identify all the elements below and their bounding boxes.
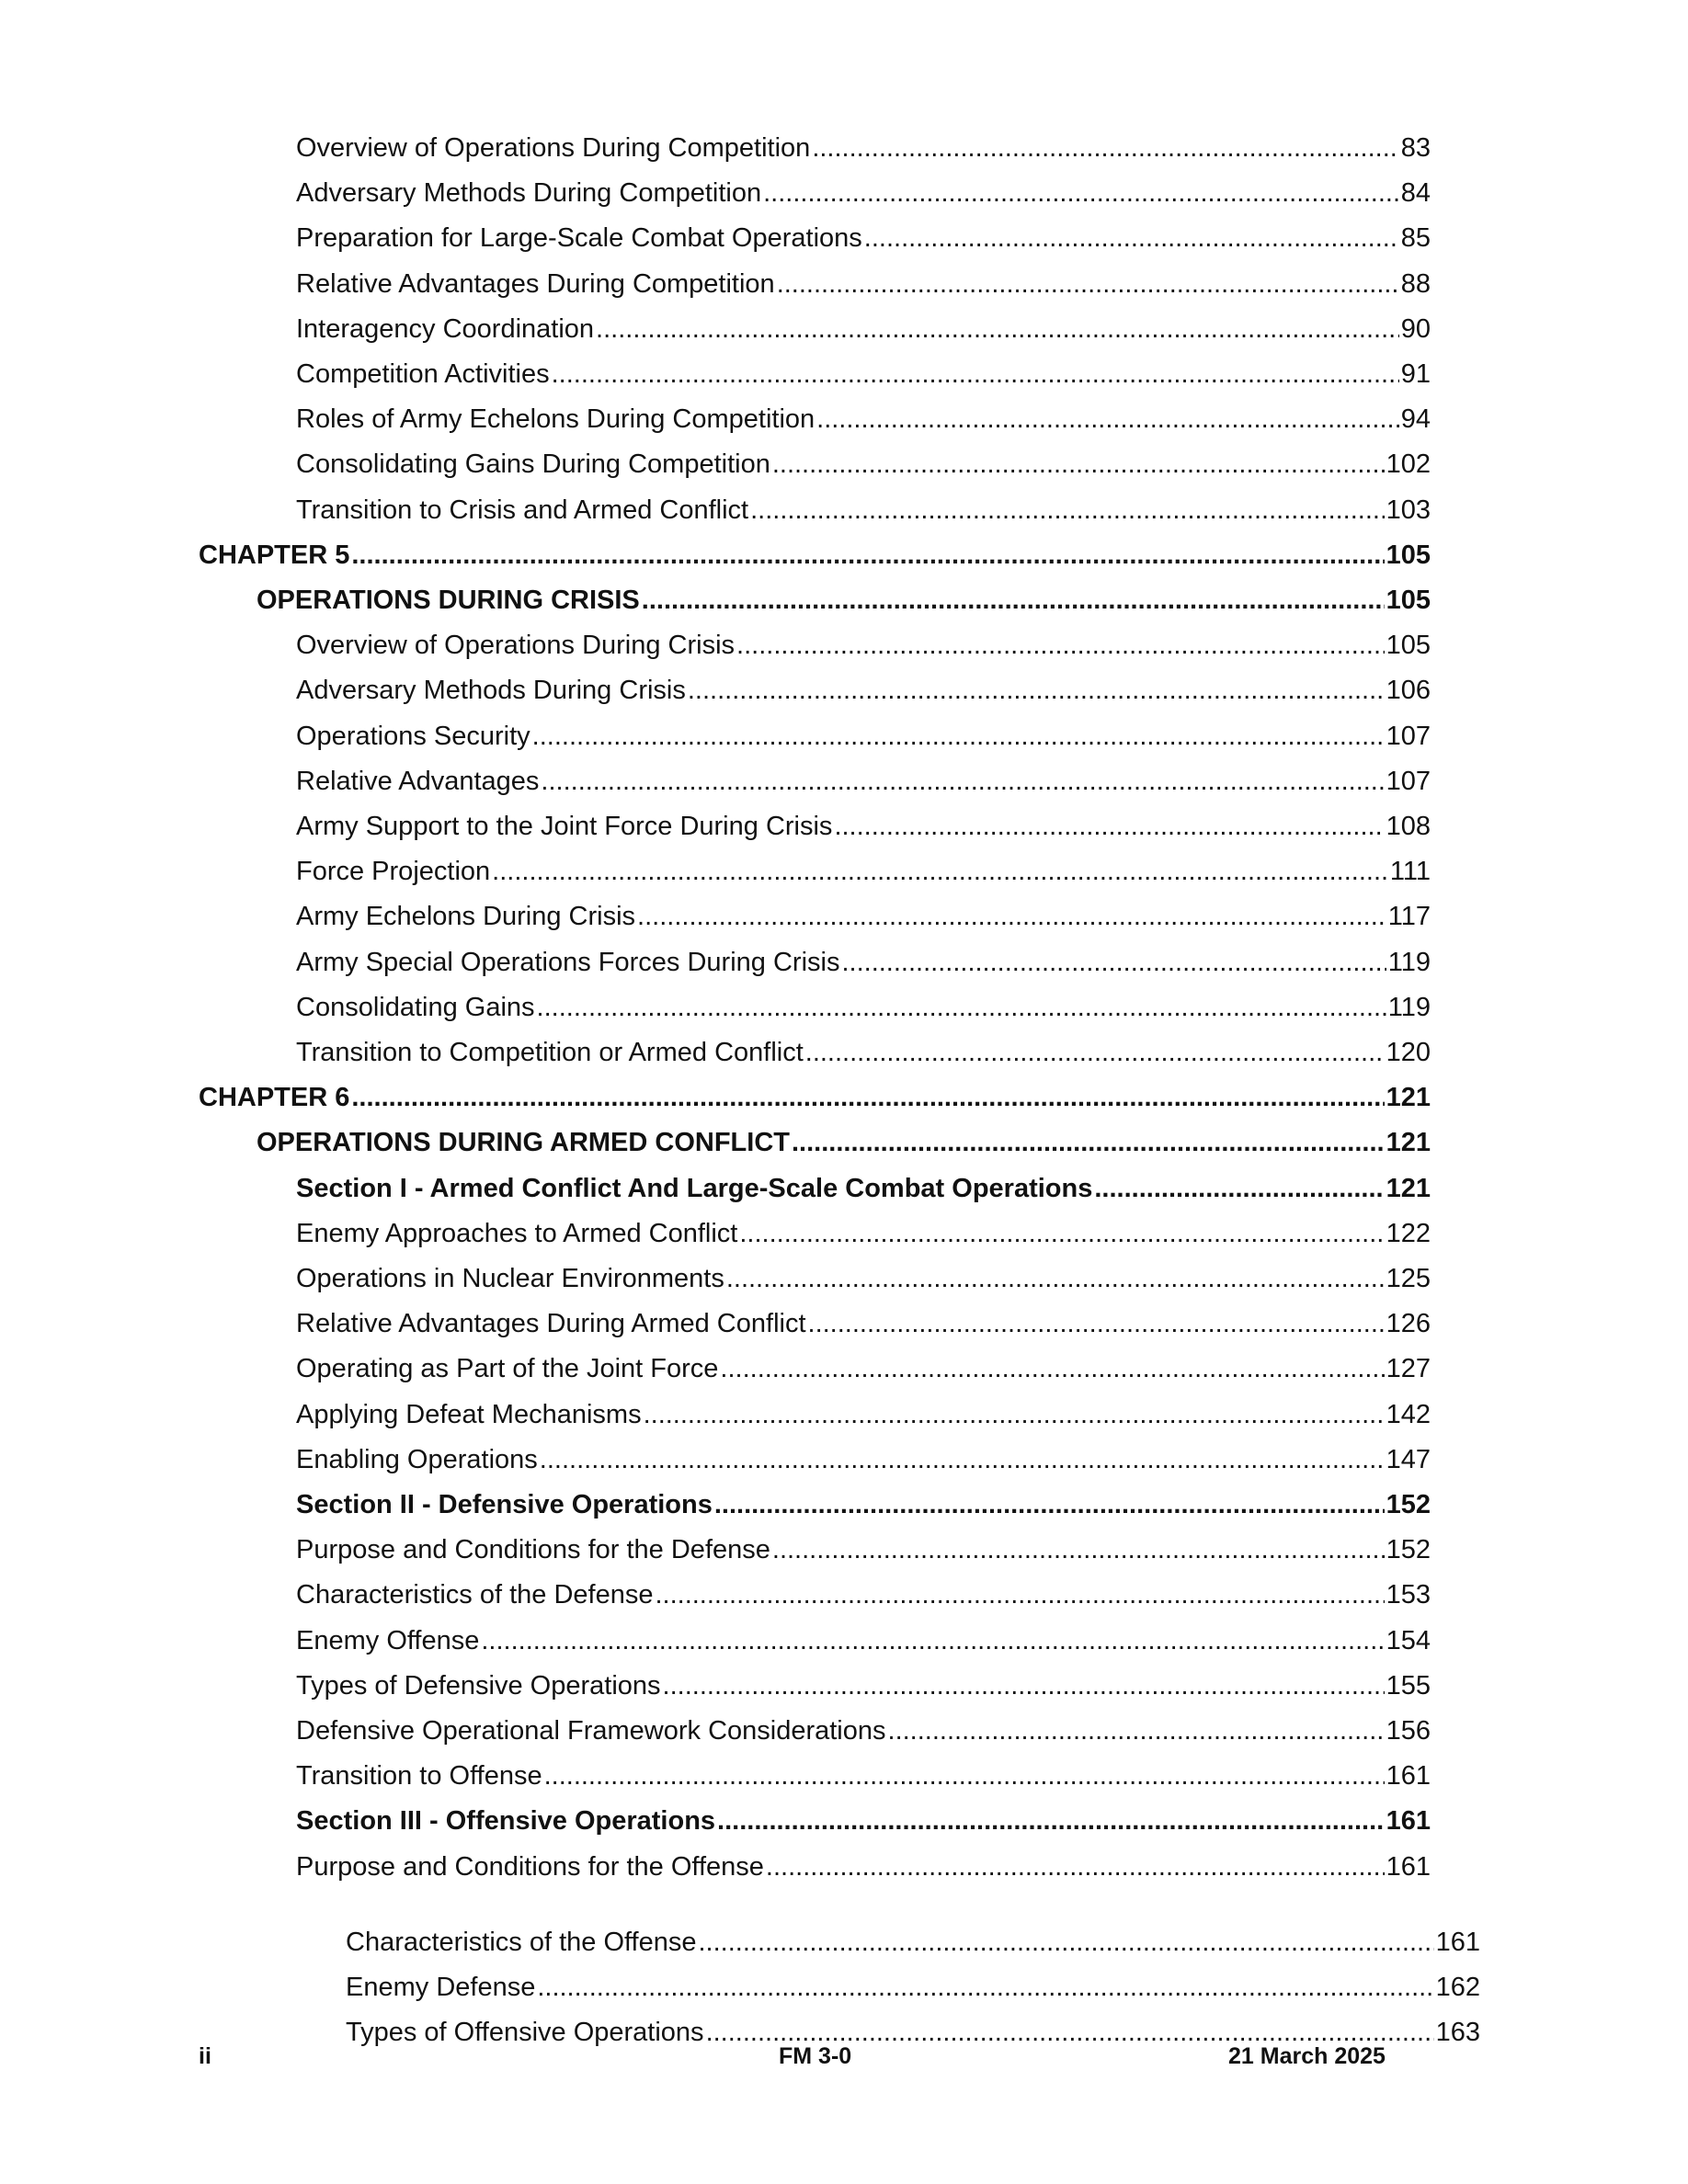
toc-entry-title: Defensive Operational Framework Considerations [296,1716,886,1746]
toc-dot-leader [544,1760,1385,1792]
toc-dot-leader [736,630,1385,661]
toc-dot-leader [777,268,1399,300]
toc-entry-title: CHAPTER 5 [199,540,350,570]
toc-entry[interactable] [296,495,1431,526]
toc-entry-title: Operating as Part of the Joint Force [296,1354,719,1383]
toc-dot-leader [834,811,1384,842]
toc-entry[interactable] [199,540,1431,571]
toc-entry[interactable] [296,1308,1431,1339]
toc-entry-page: 83 [1400,133,1431,163]
toc-dot-leader [688,675,1385,706]
toc-entry-page: 154 [1386,1626,1431,1655]
toc-entry-title: Enemy Approaches to Armed Conflict [296,1219,738,1248]
toc-entry-title: Consolidating Gains [296,993,535,1022]
toc-entry[interactable] [346,1972,1480,2003]
toc-dot-leader [772,1534,1385,1565]
toc-entry-title: Army Support to the Joint Force During Crisis [296,812,833,841]
toc-entry-page: 94 [1400,404,1431,434]
toc-entry[interactable] [296,1037,1431,1068]
toc-entry-page: 117 [1387,902,1431,931]
toc-entry-title: Section II - Defensive Operations [296,1490,713,1519]
toc-entry-title: Competition Activities [296,359,550,389]
toc-entry-page: 161 [1386,1806,1431,1836]
toc-entry[interactable] [296,1715,1431,1746]
toc-entry[interactable] [296,1173,1431,1204]
toc-entry-page: 103 [1386,495,1431,525]
toc-entry-title: Applying Defeat Mechanisms [296,1400,642,1429]
toc-entry[interactable] [296,1851,1431,1883]
toc-dot-leader [532,721,1385,752]
toc-entry-title: Overview of Operations During Crisis [296,631,736,660]
toc-dot-leader [351,1082,1384,1113]
toc-entry-page: 107 [1386,722,1431,751]
toc-entry[interactable] [296,1805,1431,1837]
toc-dot-leader [481,1625,1384,1656]
toc-entry[interactable] [296,1218,1431,1249]
toc-entry-title: Types of Defensive Operations [296,1671,661,1701]
toc-entry-page: 102 [1386,449,1431,479]
toc-entry[interactable] [296,1263,1431,1294]
toc-entry-title: Army Special Operations Forces During Crisis [296,948,840,977]
toc-entry-title: OPERATIONS DURING CRISIS [257,586,640,615]
toc-entry[interactable] [296,766,1431,797]
toc-entry[interactable] [296,721,1431,752]
toc-entry-page: 161 [1386,1761,1431,1791]
toc-entry-title: Transition to Crisis and Armed Conflict [296,495,749,525]
toc-dot-leader [726,1263,1385,1294]
toc-entry[interactable] [296,1399,1431,1430]
toc-entry-title: Section III - Offensive Operations [296,1806,716,1836]
toc-entry[interactable] [296,811,1431,842]
toc-entry-title: Relative Advantages [296,767,540,796]
toc-entry-title: Overview of Operations During Competition [296,133,811,163]
toc-dot-leader [642,585,1385,616]
toc-entry-page: 127 [1386,1354,1431,1383]
toc-entry-title: Interagency Coordination [296,314,595,344]
toc-entry[interactable] [296,856,1431,887]
toc-entry[interactable] [296,630,1431,661]
toc-entry-page: 153 [1386,1580,1431,1610]
toc-entry-page: 147 [1386,1445,1431,1474]
toc-entry-title: Enemy Defense [346,1973,536,2002]
toc-dot-leader [351,540,1384,571]
toc-entry-page: 125 [1386,1264,1431,1293]
toc-dot-leader [541,766,1384,797]
toc-entry[interactable] [296,132,1431,164]
toc-entry-title: Force Projection [296,857,491,886]
toc-entry-page: 111 [1389,857,1431,886]
footer-date: 21 March 2025 [1228,2043,1386,2069]
toc-entry-title: CHAPTER 6 [199,1083,350,1112]
toc-dot-leader [1094,1173,1384,1204]
toc-entry-page: 161 [1435,1928,1480,1957]
toc-entry-title: Relative Advantages During Armed Conflict [296,1309,806,1338]
toc-entry-page: 91 [1400,359,1431,389]
toc-entry[interactable] [296,901,1431,932]
toc-entry[interactable] [296,268,1431,300]
toc-entry[interactable] [296,313,1431,345]
toc-entry[interactable] [257,1127,1431,1158]
toc-entry-page: 105 [1386,586,1431,615]
toc-entry[interactable] [296,177,1431,209]
toc-dot-leader [714,1489,1385,1520]
toc-entry-page: 152 [1386,1535,1431,1564]
toc-entry-title: Operations Security [296,722,530,751]
toc-entry-title: Transition to Competition or Armed Conflict [296,1038,804,1067]
toc-entry-page: 162 [1435,1973,1480,2002]
footer-page-number: ii [199,2043,211,2069]
toc-entry[interactable] [296,947,1431,978]
toc-entry[interactable] [296,1489,1431,1520]
toc-entry-title: Enabling Operations [296,1445,538,1474]
toc-entry-page: 107 [1386,767,1431,796]
toc-dot-leader [537,1972,1433,2003]
toc-dot-leader [537,992,1386,1023]
toc-entry[interactable] [296,1444,1431,1475]
toc-entry-title: Consolidating Gains During Competition [296,449,770,479]
toc-entry-page: 106 [1386,676,1431,705]
toc-entry-page: 121 [1386,1174,1431,1203]
toc-entry[interactable] [296,222,1431,254]
toc-entry[interactable] [296,1579,1431,1610]
toc-entry-title: Roles of Army Echelons During Competition [296,404,815,434]
toc-entry-title: Section I - Armed Conflict And Large-Scale Combat Operations [296,1174,1093,1203]
toc-entry-title: Transition to Offense [296,1761,542,1791]
toc-entry[interactable] [296,1670,1431,1701]
toc-dot-leader [816,404,1399,435]
toc-entry[interactable] [296,449,1431,480]
toc-entry-title: Operations in Nuclear Environments [296,1264,724,1293]
toc-entry-title: Relative Advantages During Competition [296,269,775,299]
toc-dot-leader [750,495,1385,526]
toc-entry-page: 161 [1386,1852,1431,1882]
toc-entry[interactable] [296,675,1431,706]
toc-dot-leader [763,177,1399,209]
toc-entry-page: 121 [1386,1128,1431,1157]
toc-entry-title: Preparation for Large-Scale Combat Operations [296,223,862,253]
toc-entry-page: 163 [1435,2018,1480,2047]
toc-entry-title: Enemy Offense [296,1626,480,1655]
toc-entry-page: 90 [1400,314,1431,344]
toc-dot-leader [805,1037,1385,1068]
toc-entry-page: 119 [1387,993,1431,1022]
toc-entry[interactable] [346,1927,1480,1958]
toc-dot-leader [888,1715,1385,1746]
toc-entry[interactable] [257,585,1431,616]
toc-entry-page: 105 [1386,540,1431,570]
toc-entry[interactable] [296,992,1431,1023]
toc-entry-page: 119 [1387,948,1431,977]
toc-dot-leader [698,1927,1433,1958]
toc-dot-leader [739,1218,1384,1249]
toc-entry-page: 142 [1386,1400,1431,1429]
toc-dot-leader [812,132,1398,164]
toc-entry[interactable] [296,1534,1431,1565]
toc-dot-leader [596,313,1399,345]
toc-entry-page: 88 [1400,269,1431,299]
toc-entry[interactable] [296,1760,1431,1792]
toc-entry-title: Purpose and Conditions for the Defense [296,1535,770,1564]
toc-entry-title: Army Echelons During Crisis [296,902,636,931]
toc-dot-leader [717,1805,1385,1837]
toc-entry[interactable] [296,404,1431,435]
toc-entry-title: Characteristics of the Defense [296,1580,654,1610]
toc-entry-page: 122 [1386,1219,1431,1248]
toc-entry-title: Adversary Methods During Crisis [296,676,686,705]
toc-entry-page: 105 [1386,631,1431,660]
toc-entry-title: Adversary Methods During Competition [296,178,762,208]
toc-entry-page: 155 [1386,1671,1431,1701]
toc-dot-leader [492,856,1388,887]
toc-entry-page: 126 [1386,1309,1431,1338]
toc-entry[interactable] [199,1082,1431,1113]
toc-entry[interactable] [296,1353,1431,1384]
toc-dot-leader [637,901,1386,932]
footer-document-id: FM 3-0 [779,2043,852,2069]
toc-dot-leader [808,1308,1385,1339]
toc-entry-title: Purpose and Conditions for the Offense [296,1852,764,1882]
toc-dot-leader [772,449,1385,480]
toc-entry-page: 85 [1400,223,1431,253]
toc-dot-leader [644,1399,1385,1430]
toc-dot-leader [655,1579,1384,1610]
toc-dot-leader [841,947,1386,978]
toc-entry-page: 121 [1386,1083,1431,1112]
toc-entry[interactable] [296,1625,1431,1656]
toc-entry-page: 84 [1400,178,1431,208]
toc-entry-page: 152 [1386,1490,1431,1519]
toc-dot-leader [766,1851,1385,1883]
toc-entry-title: OPERATIONS DURING ARMED CONFLICT [257,1128,790,1157]
toc-entry-page: 156 [1386,1716,1431,1746]
toc-dot-leader [663,1670,1385,1701]
toc-dot-leader [720,1353,1384,1384]
toc-dot-leader [792,1127,1385,1158]
toc-entry-title: Characteristics of the Offense [346,1928,697,1957]
toc-dot-leader [540,1444,1385,1475]
toc-dot-leader [552,358,1399,390]
toc-entry-page: 108 [1386,812,1431,841]
toc-dot-leader [864,222,1399,254]
toc-entry-title: Types of Offensive Operations [346,2018,704,2047]
toc-entry-page: 120 [1386,1038,1431,1067]
toc-entry[interactable] [296,358,1431,390]
